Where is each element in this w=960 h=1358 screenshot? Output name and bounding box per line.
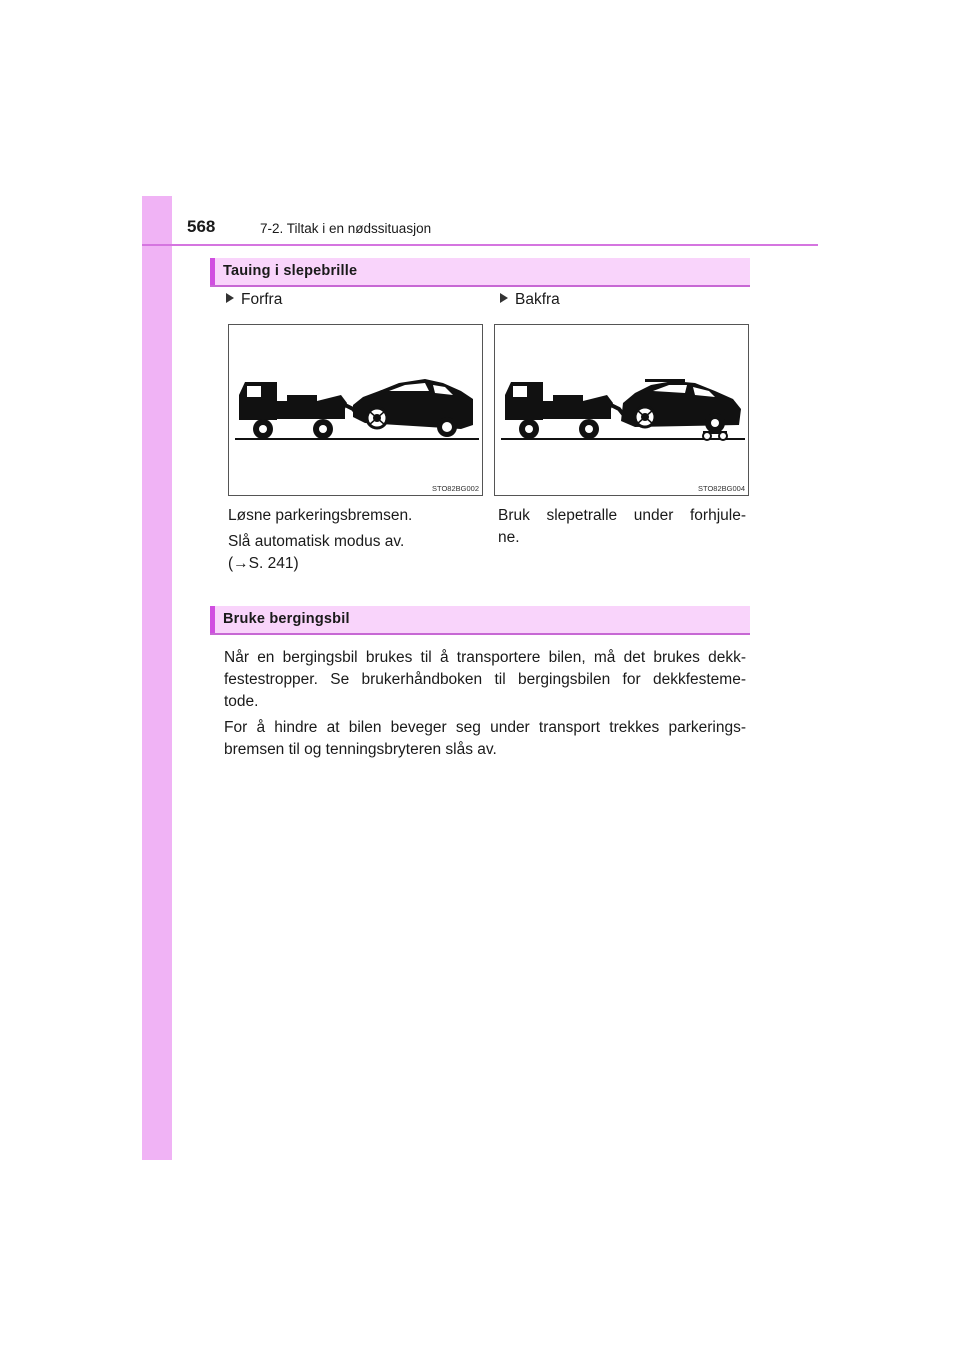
option-label: Bakfra xyxy=(515,291,560,308)
paragraph-2-line-2: bremsen til og tenningsbryteren slås av. xyxy=(224,741,497,758)
section-marker xyxy=(210,606,215,633)
paragraph-2-line-1: For å hindre at bilen beveger seg under transport trekkes parkerings- xyxy=(224,719,746,736)
caption-front-line3: (→S. 241) xyxy=(228,555,299,572)
caption-front-line1: Løsne parkeringsbremsen. xyxy=(228,507,413,524)
section-marker xyxy=(210,258,215,285)
caption-rear-line1: Bruk slepetralle under forhjule- xyxy=(498,507,746,524)
triangle-bullet-icon xyxy=(226,293,234,303)
paragraph-1-line-1: Når en bergingsbil brukes til å transportere bilen, må det brukes dekk- xyxy=(224,649,746,666)
caption-rear-line2: ne. xyxy=(498,529,520,546)
triangle-bullet-icon xyxy=(500,293,508,303)
caption-front-line2: Slå automatisk modus av. xyxy=(228,533,405,550)
tow-truck-front-illustration xyxy=(229,325,484,497)
chapter-sidebar-tab xyxy=(142,196,172,1160)
tow-truck-rear-illustration xyxy=(495,325,750,497)
option-rear xyxy=(500,291,560,309)
section-heading-tow-truck xyxy=(210,606,750,635)
figure-tow-front xyxy=(228,324,483,496)
figure-code: STO82BG004 xyxy=(698,484,745,493)
section-title: Bruke bergingsbil xyxy=(223,611,350,627)
section-heading-towing xyxy=(210,258,750,287)
paragraph-1-line-2: festestropper. Se brukerhåndboken til bergingsbilen for dekkfesteme- xyxy=(224,671,746,688)
header-rule xyxy=(142,244,818,246)
option-front xyxy=(226,291,282,309)
section-title: Tauing i slepebrille xyxy=(223,263,358,279)
figure-code: STO82BG002 xyxy=(432,484,479,493)
chapter-title: 7-2. Tiltak i en nødssituasjon xyxy=(260,221,432,236)
figure-tow-rear xyxy=(494,324,749,496)
option-label: Forfra xyxy=(241,291,283,308)
paragraph-1-line-3: tode. xyxy=(224,693,259,710)
page-number: 568 xyxy=(187,217,216,236)
